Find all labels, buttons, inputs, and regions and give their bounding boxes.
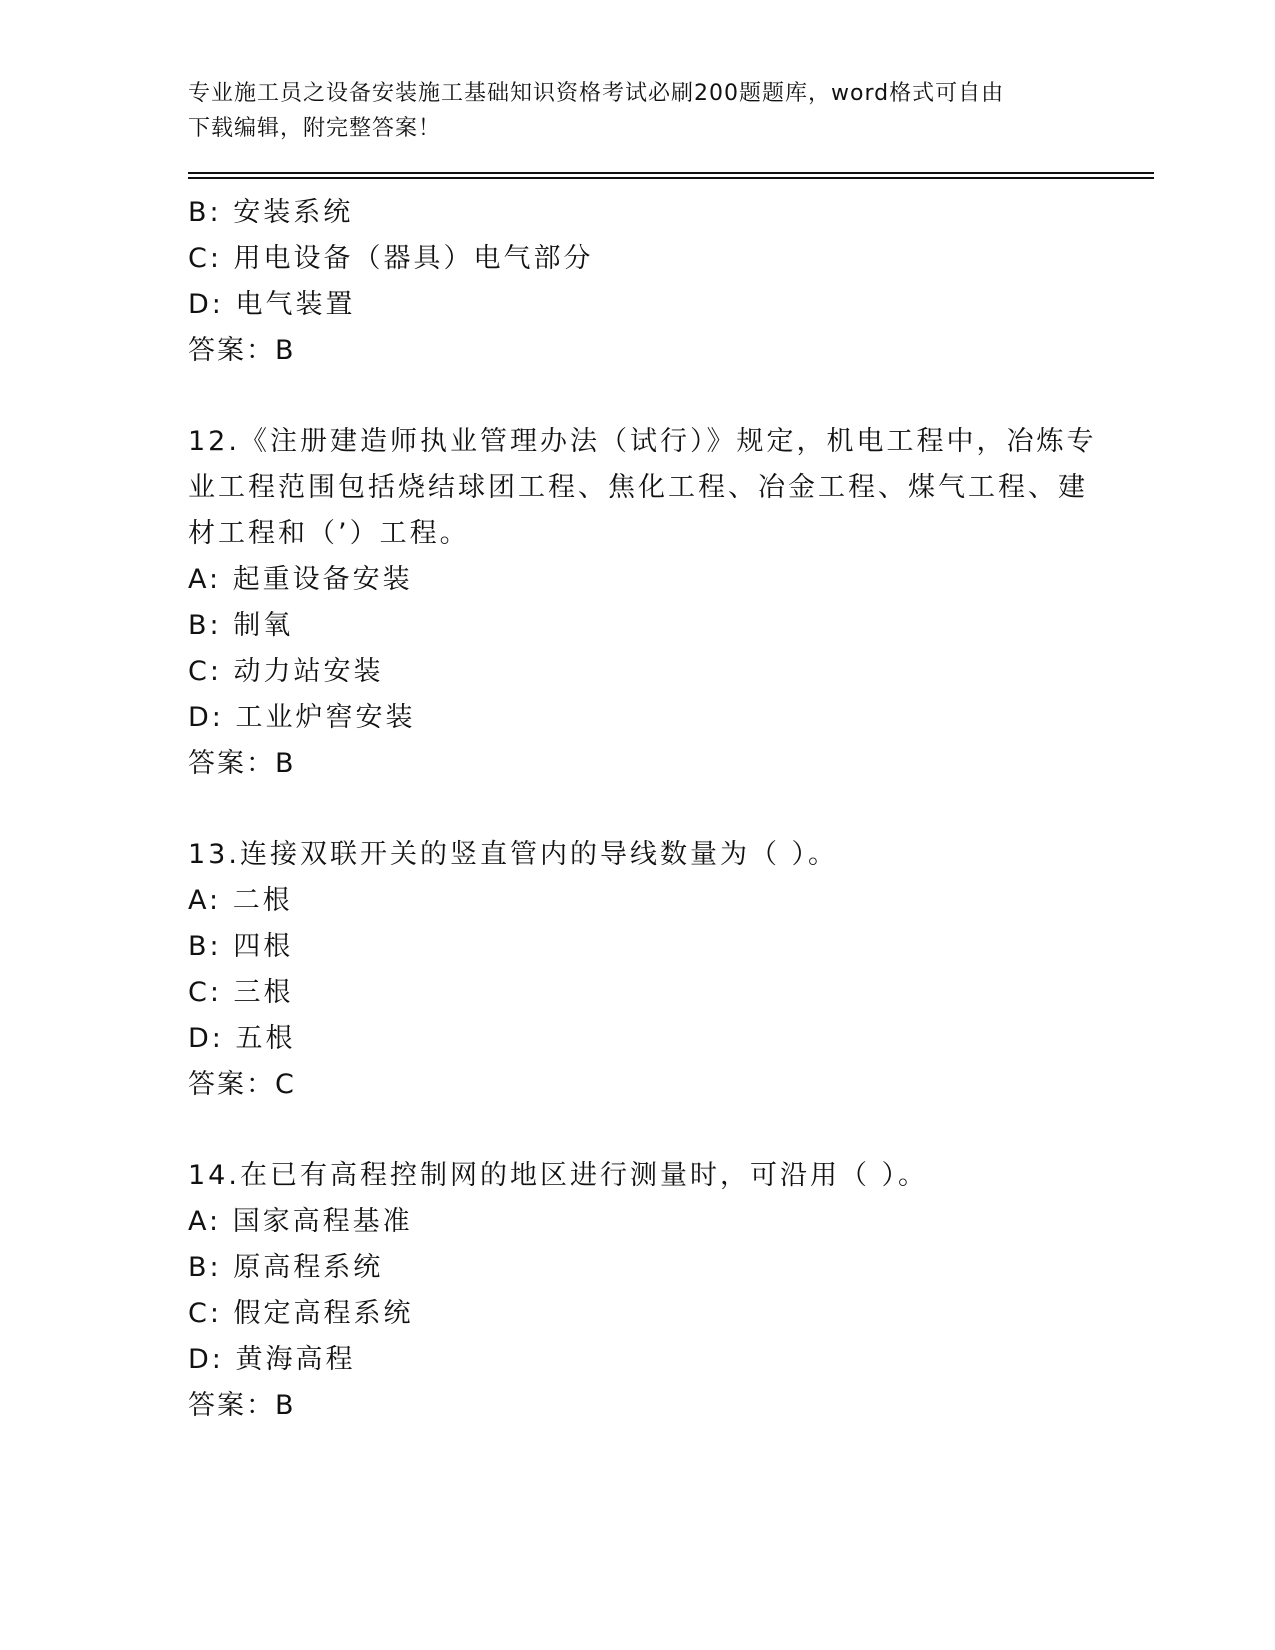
option-text: 制氧	[233, 610, 294, 641]
option-text: 电气装置	[235, 289, 356, 320]
question-text-line: 材工程和（’）工程。	[188, 518, 470, 549]
option-label: C:	[188, 1298, 222, 1329]
option-a	[188, 878, 1088, 924]
option-text: 国家高程基准	[232, 1206, 413, 1237]
question-14	[188, 1153, 1088, 1429]
question-text-line: 13.连接双联开关的竖直管内的导线数量为（ ）。	[188, 839, 839, 870]
document-header	[188, 76, 1088, 146]
option-d	[188, 282, 1088, 328]
option-text: 用电设备（器具）电气部分	[233, 243, 594, 274]
option-label: B:	[188, 931, 222, 962]
option-c	[188, 236, 1088, 282]
option-text: 三根	[233, 977, 294, 1008]
question-13	[188, 832, 1088, 1108]
option-text: 四根	[233, 931, 294, 962]
answer: 答案：C	[188, 1069, 296, 1100]
option-a	[188, 1199, 1088, 1245]
option-c	[188, 1291, 1088, 1337]
option-b	[188, 603, 1088, 649]
option-label: A:	[188, 564, 222, 595]
option-text: 起重设备安装	[232, 564, 413, 595]
option-label: C:	[188, 977, 222, 1008]
option-label: A:	[188, 885, 222, 916]
option-label: B:	[188, 1252, 222, 1283]
option-d	[188, 1016, 1088, 1062]
option-c	[188, 649, 1088, 695]
option-label: D:	[188, 289, 224, 320]
option-b	[188, 1245, 1088, 1291]
option-b	[188, 190, 1088, 236]
option-text: 动力站安装	[233, 656, 384, 687]
option-c	[188, 970, 1088, 1016]
option-a	[188, 557, 1088, 603]
option-label: A:	[188, 1206, 222, 1237]
answer: 答案：B	[188, 335, 296, 366]
option-label: D:	[188, 1023, 224, 1054]
answer: 答案：B	[188, 748, 296, 779]
option-text: 假定高程系统	[233, 1298, 414, 1329]
option-label: D:	[188, 702, 224, 733]
option-label: C:	[188, 243, 222, 274]
option-label: B:	[188, 197, 222, 228]
option-text: 安装系统	[233, 197, 354, 228]
option-label: B:	[188, 610, 222, 641]
option-d	[188, 695, 1088, 741]
option-d	[188, 1337, 1088, 1383]
option-text: 二根	[232, 885, 293, 916]
header-rule-top	[188, 172, 1154, 174]
header-line-1: 专业施工员之设备安装施工基础知识资格考试必刷200题题库，word格式可自由	[188, 81, 1005, 106]
option-text: 工业炉窖安装	[235, 702, 416, 733]
option-label: C:	[188, 656, 222, 687]
option-text: 黄海高程	[235, 1344, 356, 1375]
question-text-line: 14.在已有高程控制网的地区进行测量时，可沿用（ ）。	[188, 1160, 929, 1191]
header-line-2: 下载编辑，附完整答案！	[188, 116, 442, 141]
header-rule-bottom	[188, 177, 1154, 179]
option-label: D:	[188, 1344, 224, 1375]
question-12	[188, 419, 1097, 787]
option-text: 原高程系统	[233, 1252, 384, 1283]
question-text-line: 业工程范围包括烧结球团工程、焦化工程、冶金工程、煤气工程、建	[188, 472, 1088, 503]
question-text-line: 12.《注册建造师执业管理办法（试行）》规定，机电工程中，冶炼专	[188, 426, 1097, 457]
answer: 答案：B	[188, 1390, 296, 1421]
option-b	[188, 924, 1088, 970]
continued-question	[188, 190, 1088, 374]
document-body	[188, 190, 1097, 1429]
option-text: 五根	[235, 1023, 296, 1054]
